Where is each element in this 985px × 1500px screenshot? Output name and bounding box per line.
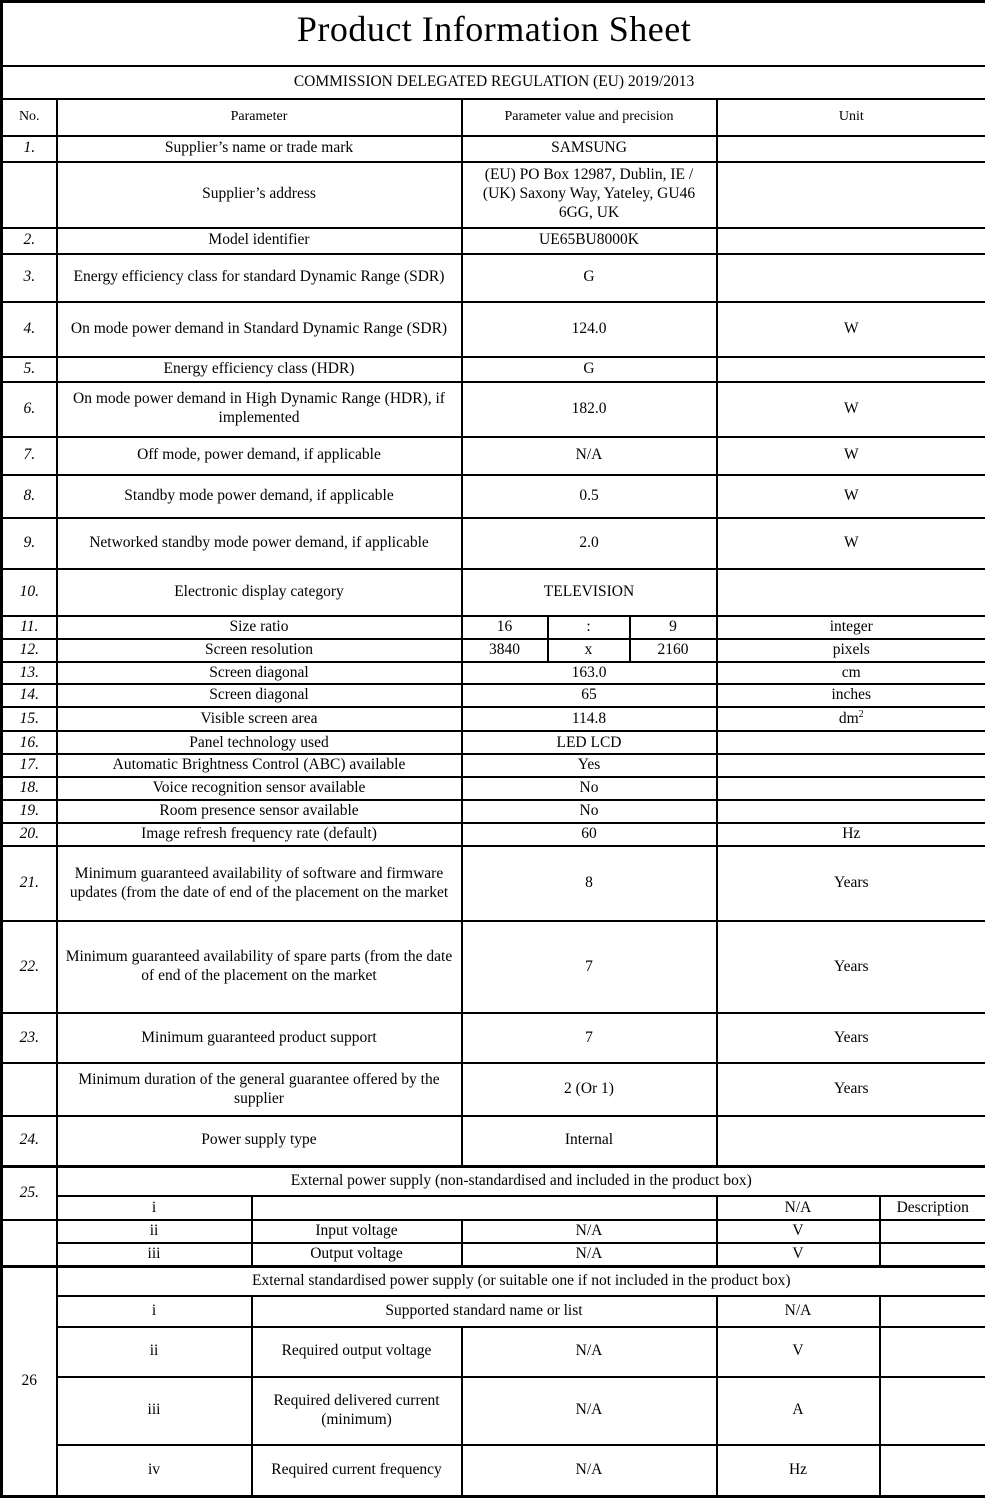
table-row bbox=[2, 731, 985, 754]
table-row bbox=[2, 921, 985, 1013]
value-cell: (EU) PO Box 12987, Dublin, IE / (UK) Saxony Way, Yateley, GU46 6GG, UK bbox=[462, 162, 717, 228]
parameter-cell: Supplier’s address bbox=[57, 162, 462, 228]
parameter-cell: Energy efficiency class (HDR) bbox=[57, 357, 462, 382]
description-cell bbox=[880, 1243, 985, 1266]
title-row bbox=[2, 2, 985, 66]
parameter-cell: Room presence sensor available bbox=[57, 800, 462, 823]
unit-cell bbox=[717, 731, 985, 754]
table-row bbox=[2, 823, 985, 846]
unit-cell bbox=[717, 707, 985, 731]
value-cell: 2 (Or 1) bbox=[462, 1063, 717, 1116]
row-number: 5. bbox=[2, 357, 57, 382]
section-25-row-iii bbox=[2, 1243, 985, 1266]
row-number: 16. bbox=[2, 731, 57, 754]
value-cell: 163.0 bbox=[462, 662, 717, 685]
row-number: 21. bbox=[2, 846, 57, 921]
row-number: 24. bbox=[2, 1116, 57, 1166]
row-number: 6. bbox=[2, 382, 57, 437]
unit-cell bbox=[717, 357, 985, 382]
col-header-value: Parameter value and precision bbox=[462, 99, 717, 136]
unit-superscript: 2 bbox=[858, 709, 864, 721]
parameter-cell: Minimum duration of the general guarantee offered by the supplier bbox=[57, 1063, 462, 1116]
row-number: 26 bbox=[2, 1267, 57, 1497]
section-25-header-row bbox=[2, 1166, 985, 1196]
parameter-cell: Size ratio bbox=[57, 616, 462, 639]
unit-cell: integer bbox=[717, 616, 985, 639]
row-number: 2. bbox=[2, 228, 57, 254]
value-cell: 7 bbox=[462, 1013, 717, 1063]
sub-index-cell: iii bbox=[57, 1377, 252, 1445]
value-cell-separator: x bbox=[548, 639, 630, 662]
value-cell: N/A bbox=[462, 1445, 717, 1497]
column-header-row bbox=[2, 99, 985, 136]
value-cell: Yes bbox=[462, 754, 717, 777]
value-cell: No bbox=[462, 800, 717, 823]
parameter-cell: Required delivered current (minimum) bbox=[252, 1377, 462, 1445]
table-row bbox=[2, 382, 985, 437]
parameter-cell: Visible screen area bbox=[57, 707, 462, 731]
table-row bbox=[2, 1013, 985, 1063]
unit-cell bbox=[717, 569, 985, 616]
row-number: 7. bbox=[2, 437, 57, 475]
unit-cell bbox=[717, 754, 985, 777]
description-cell bbox=[880, 1327, 985, 1377]
parameter-cell: Off mode, power demand, if applicable bbox=[57, 437, 462, 475]
unit-cell: W bbox=[717, 518, 985, 569]
unit-cell: W bbox=[717, 437, 985, 475]
unit-cell bbox=[717, 777, 985, 800]
row-number: 18. bbox=[2, 777, 57, 800]
value-cell: 65 bbox=[462, 684, 717, 707]
table-row bbox=[2, 302, 985, 357]
parameter-cell: Screen diagonal bbox=[57, 662, 462, 685]
table-row bbox=[2, 518, 985, 569]
parameter-cell: Electronic display category bbox=[57, 569, 462, 616]
table-row bbox=[2, 754, 985, 777]
table-row bbox=[2, 1063, 985, 1116]
row-number: 23. bbox=[2, 1013, 57, 1063]
unit-cell bbox=[717, 254, 985, 302]
row-number: 12. bbox=[2, 639, 57, 662]
parameter-cell: On mode power demand in High Dynamic Range (HDR), if implemented bbox=[57, 382, 462, 437]
unit-cell: pixels bbox=[717, 639, 985, 662]
value-cell: 114.8 bbox=[462, 707, 717, 731]
parameter-cell: Supplier’s name or trade mark bbox=[57, 136, 462, 162]
value-cell-separator: : bbox=[548, 616, 630, 639]
table-row bbox=[2, 475, 985, 518]
unit-cell bbox=[717, 162, 985, 228]
value-cell: UE65BU8000K bbox=[462, 228, 717, 254]
value-cell: N/A bbox=[462, 1377, 717, 1445]
table-row bbox=[2, 616, 985, 639]
unit-cell: W bbox=[717, 302, 985, 357]
table-row bbox=[2, 639, 985, 662]
parameter-cell: Image refresh frequency rate (default) bbox=[57, 823, 462, 846]
regulation-row bbox=[2, 66, 985, 99]
sub-index-cell: ii bbox=[57, 1327, 252, 1377]
row-number bbox=[2, 1220, 57, 1266]
table-row bbox=[2, 662, 985, 685]
value-cell: 60 bbox=[462, 823, 717, 846]
parameter-cell: Screen diagonal bbox=[57, 684, 462, 707]
value-cell-b: 2160 bbox=[630, 639, 717, 662]
unit-cell: Years bbox=[717, 1063, 985, 1116]
value-cell: 182.0 bbox=[462, 382, 717, 437]
parameter-cell: Minimum guaranteed availability of software and firmware updates (from the date of end of the placement on the market bbox=[57, 846, 462, 921]
section-26-row-iv bbox=[2, 1445, 985, 1497]
table-row bbox=[2, 707, 985, 731]
parameter-cell: Networked standby mode power demand, if applicable bbox=[57, 518, 462, 569]
table-row bbox=[2, 228, 985, 254]
parameter-cell: On mode power demand in Standard Dynamic Range (SDR) bbox=[57, 302, 462, 357]
row-number bbox=[2, 1063, 57, 1116]
row-number: 13. bbox=[2, 662, 57, 685]
section-26-row-i bbox=[2, 1296, 985, 1327]
unit-cell bbox=[717, 800, 985, 823]
parameter-cell: Screen resolution bbox=[57, 639, 462, 662]
value-cell: 7 bbox=[462, 921, 717, 1013]
section-header-cell: External power supply (non-standardised and included in the product box) bbox=[57, 1166, 985, 1196]
parameter-cell: Power supply type bbox=[57, 1116, 462, 1166]
value-cell: G bbox=[462, 254, 717, 302]
row-number: 3. bbox=[2, 254, 57, 302]
col-header-no: No. bbox=[2, 99, 57, 136]
table-row bbox=[2, 136, 985, 162]
table-row bbox=[2, 777, 985, 800]
table-row bbox=[2, 800, 985, 823]
table-row bbox=[2, 254, 985, 302]
parameter-cell: Input voltage bbox=[252, 1220, 462, 1243]
value-cell: Internal bbox=[462, 1116, 717, 1166]
row-number: 8. bbox=[2, 475, 57, 518]
regulation-subtitle: COMMISSION DELEGATED REGULATION (EU) 2019/2013 bbox=[2, 66, 985, 99]
section-header-cell: External standardised power supply (or suitable one if not included in the product box) bbox=[57, 1267, 985, 1296]
row-number: 15. bbox=[2, 707, 57, 731]
unit-cell bbox=[717, 1116, 985, 1166]
row-number: 25. bbox=[2, 1166, 57, 1220]
value-cell: LED LCD bbox=[462, 731, 717, 754]
unit-cell: Hz bbox=[717, 1445, 880, 1497]
row-number: 9. bbox=[2, 518, 57, 569]
unit-cell bbox=[717, 136, 985, 162]
value-cell: N/A bbox=[462, 1220, 717, 1243]
parameter-cell: Minimum guaranteed product support bbox=[57, 1013, 462, 1063]
unit-cell: inches bbox=[717, 684, 985, 707]
parameter-cell: Output voltage bbox=[252, 1243, 462, 1266]
value-cell-a: 16 bbox=[462, 616, 548, 639]
unit-cell: Hz bbox=[717, 823, 985, 846]
unit-cell: V bbox=[717, 1220, 880, 1243]
row-number: 11. bbox=[2, 616, 57, 639]
section-25-row-i bbox=[2, 1196, 985, 1220]
sub-index-cell: iii bbox=[57, 1243, 252, 1266]
value-cell: N/A bbox=[462, 1327, 717, 1377]
table-row bbox=[2, 162, 985, 228]
row-number: 17. bbox=[2, 754, 57, 777]
parameter-cell: Supported standard name or list bbox=[252, 1296, 717, 1327]
unit-cell: A bbox=[717, 1377, 880, 1445]
table-row bbox=[2, 357, 985, 382]
unit-cell: N/A bbox=[717, 1196, 880, 1220]
table-row bbox=[2, 846, 985, 921]
parameter-cell: Minimum guaranteed availability of spare parts (from the date of end of the placement on the market bbox=[57, 921, 462, 1013]
unit-cell: W bbox=[717, 475, 985, 518]
table-row bbox=[2, 1116, 985, 1166]
description-cell bbox=[880, 1377, 985, 1445]
value-cell: G bbox=[462, 357, 717, 382]
value-cell: No bbox=[462, 777, 717, 800]
parameter-cell: Model identifier bbox=[57, 228, 462, 254]
parameter-cell: Energy efficiency class for standard Dynamic Range (SDR) bbox=[57, 254, 462, 302]
unit-cell: Years bbox=[717, 921, 985, 1013]
row-number: 20. bbox=[2, 823, 57, 846]
value-cell: SAMSUNG bbox=[462, 136, 717, 162]
page-title: Product Information Sheet bbox=[2, 2, 985, 66]
unit-cell: N/A bbox=[717, 1296, 880, 1327]
col-header-unit: Unit bbox=[717, 99, 985, 136]
unit-cell: W bbox=[717, 382, 985, 437]
unit-cell: V bbox=[717, 1327, 880, 1377]
row-number bbox=[2, 162, 57, 228]
parameter-cell: Required current frequency bbox=[252, 1445, 462, 1497]
value-cell: 2.0 bbox=[462, 518, 717, 569]
unit-cell: Years bbox=[717, 846, 985, 921]
sub-index-cell: i bbox=[57, 1196, 252, 1220]
description-cell bbox=[880, 1445, 985, 1497]
row-number: 1. bbox=[2, 136, 57, 162]
value-cell: TELEVISION bbox=[462, 569, 717, 616]
description-cell bbox=[880, 1296, 985, 1327]
parameter-cell: Required output voltage bbox=[252, 1327, 462, 1377]
sub-index-cell: i bbox=[57, 1296, 252, 1327]
row-number: 19. bbox=[2, 800, 57, 823]
parameter-cell: Automatic Brightness Control (ABC) available bbox=[57, 754, 462, 777]
table-row bbox=[2, 437, 985, 475]
unit-text: dm bbox=[838, 710, 859, 728]
table-row bbox=[2, 569, 985, 616]
value-cell: N/A bbox=[462, 1243, 717, 1266]
description-cell bbox=[880, 1220, 985, 1243]
section-26-header-row bbox=[2, 1267, 985, 1296]
section-26-row-iii bbox=[2, 1377, 985, 1445]
parameter-cell: Voice recognition sensor available bbox=[57, 777, 462, 800]
row-number: 10. bbox=[2, 569, 57, 616]
section-25-row-ii bbox=[2, 1220, 985, 1243]
parameter-cell: Standby mode power demand, if applicable bbox=[57, 475, 462, 518]
description-cell: Description bbox=[880, 1196, 985, 1220]
value-cell: 124.0 bbox=[462, 302, 717, 357]
row-number: 4. bbox=[2, 302, 57, 357]
unit-cell: Years bbox=[717, 1013, 985, 1063]
col-header-parameter: Parameter bbox=[57, 99, 462, 136]
row-number: 14. bbox=[2, 684, 57, 707]
sub-index-cell: ii bbox=[57, 1220, 252, 1243]
parameter-cell bbox=[252, 1196, 717, 1220]
unit-cell: V bbox=[717, 1243, 880, 1266]
parameter-cell: Panel technology used bbox=[57, 731, 462, 754]
value-cell: 0.5 bbox=[462, 475, 717, 518]
row-number: 22. bbox=[2, 921, 57, 1013]
unit-cell bbox=[717, 228, 985, 254]
unit-cell: cm bbox=[717, 662, 985, 685]
value-cell-a: 3840 bbox=[462, 639, 548, 662]
section-26-row-ii bbox=[2, 1327, 985, 1377]
sub-index-cell: iv bbox=[57, 1445, 252, 1497]
table-row bbox=[2, 684, 985, 707]
value-cell: 8 bbox=[462, 846, 717, 921]
value-cell-b: 9 bbox=[630, 616, 717, 639]
value-cell: N/A bbox=[462, 437, 717, 475]
